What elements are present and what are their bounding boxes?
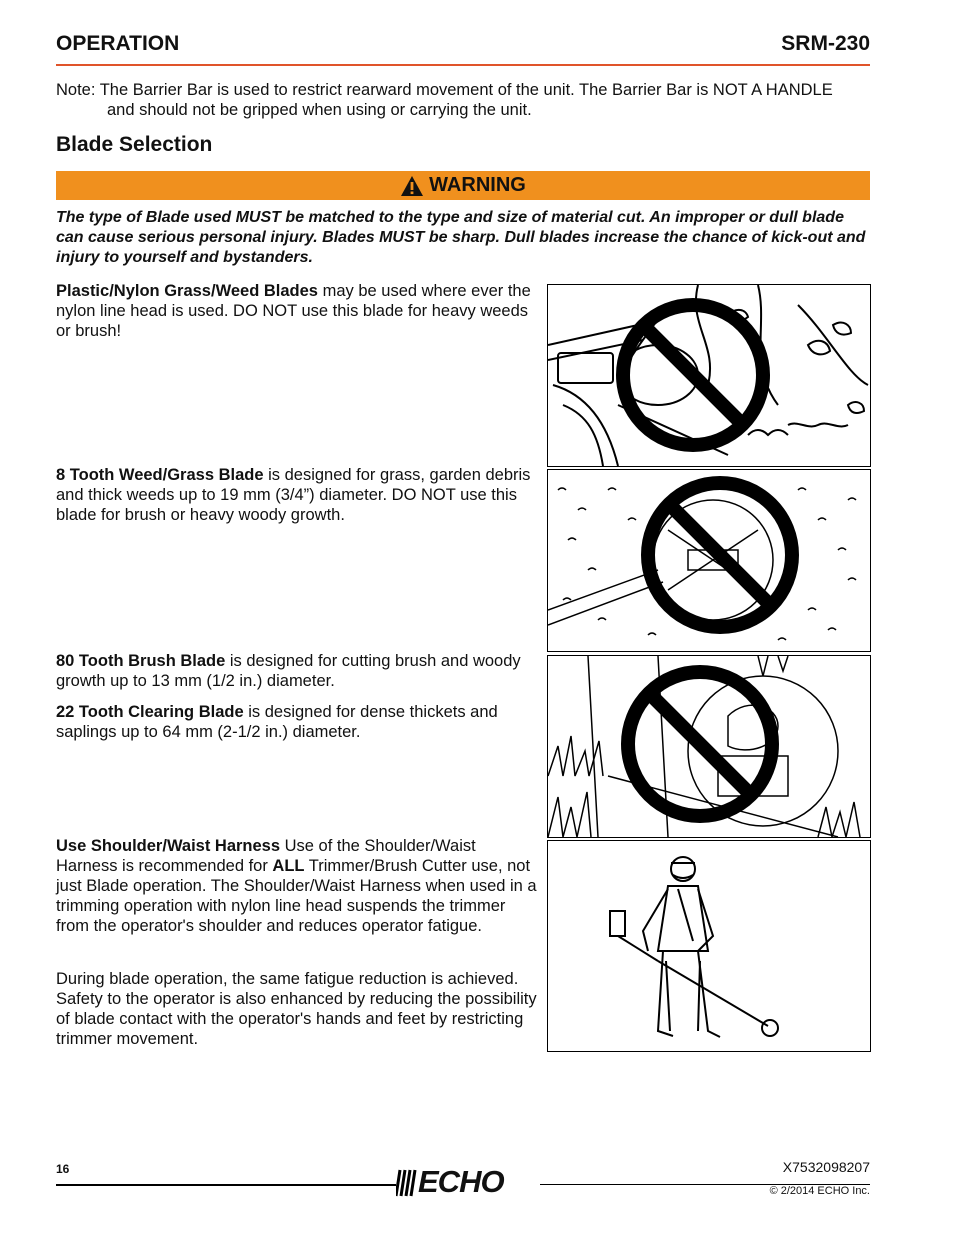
blade-text: may be used where ever the nylon line head is used. DO NOT use this blade for heavy weeds or brush! [56, 282, 531, 340]
warning-banner [56, 171, 870, 200]
echo-logo [396, 1166, 536, 1200]
logo-wordmark: ECHO [418, 1164, 504, 1199]
illustration-brush-blade-prohibited [547, 655, 871, 838]
part-number: X7532098207 [782, 1159, 870, 1175]
harness-paragraph-2: During blade operation, the same fatigue reduction is achieved. Safety to the operator is also enhanced by reducing the possibility of blade contact with the operator's hands and feet by restricting trimmer movement. [56, 970, 537, 1048]
blade-text: is designed for grass, garden debris and thick weeds up to 19 mm (3/4”) diameter. DO NOT use this blade for brush or heavy woody growth. [56, 466, 531, 524]
blade-title: Plastic/Nylon Grass/Weed Blades [56, 282, 318, 300]
section-heading: Blade Selection [56, 133, 213, 156]
note-line-2: and should not be gripped when using or carrying the unit. [107, 101, 532, 119]
copyright: © 2/2014 ECHO Inc. [769, 1185, 870, 1197]
harness-text: Use of the Shoulder/Waist Harness is recommended for [56, 837, 476, 875]
blade-text: is designed for dense thickets and saplings up to 64 mm (2-1/2 in.) diameter. [56, 703, 498, 741]
harness-text: Trimmer/Brush Cutter use, not just Blade operation. The Shoulder/Waist Harness when used in a trimming operation with nylon line head suspends the trimmer from the operator's shoulder and reduces operator fatigue. [56, 857, 537, 935]
blade-description-22-tooth [56, 702, 536, 742]
header-rule [56, 64, 870, 66]
warning-triangle-icon [400, 175, 424, 197]
harness-title: Use Shoulder/Waist Harness [56, 837, 281, 855]
illustration-operator-with-harness [547, 840, 871, 1052]
blade-title: 80 Tooth Brush Blade [56, 652, 226, 670]
footer-rule-left [56, 1184, 396, 1186]
page-section-title: OPERATION [56, 32, 180, 55]
harness-paragraph [56, 836, 540, 936]
blade-description-plastic [56, 281, 536, 341]
blade-description-80-tooth [56, 651, 540, 691]
page-number: 16 [56, 1162, 70, 1176]
model-number: SRM-230 [781, 32, 870, 55]
blade-description-8-tooth [56, 465, 536, 525]
blade-title: 22 Tooth Clearing Blade [56, 703, 244, 721]
blade-text: is designed for cutting brush and woody growth up to 13 mm (1/2 in.) diameter. [56, 652, 521, 690]
blade-title: 8 Tooth Weed/Grass Blade [56, 466, 264, 484]
harness-emphasis: ALL [272, 857, 305, 875]
illustration-8-tooth-blade-prohibited [547, 469, 871, 652]
logo-stripes-icon [396, 1168, 418, 1198]
note-line-1: Note: The Barrier Bar is used to restrict rearward movement of the unit. The Barrier Bar is NOT A HANDLE [56, 81, 833, 99]
barrier-bar-note [56, 80, 870, 120]
illustration-nylon-blade-prohibited [547, 284, 871, 467]
warning-label: WARNING [429, 174, 526, 196]
warning-text: The type of Blade used MUST be matched to the type and size of material cut. An improper or dull blade can cause serious personal injury. Blades MUST be sharp. Dull blades increase the chance of kick-out and injury to yourself and bystanders. [56, 209, 866, 266]
